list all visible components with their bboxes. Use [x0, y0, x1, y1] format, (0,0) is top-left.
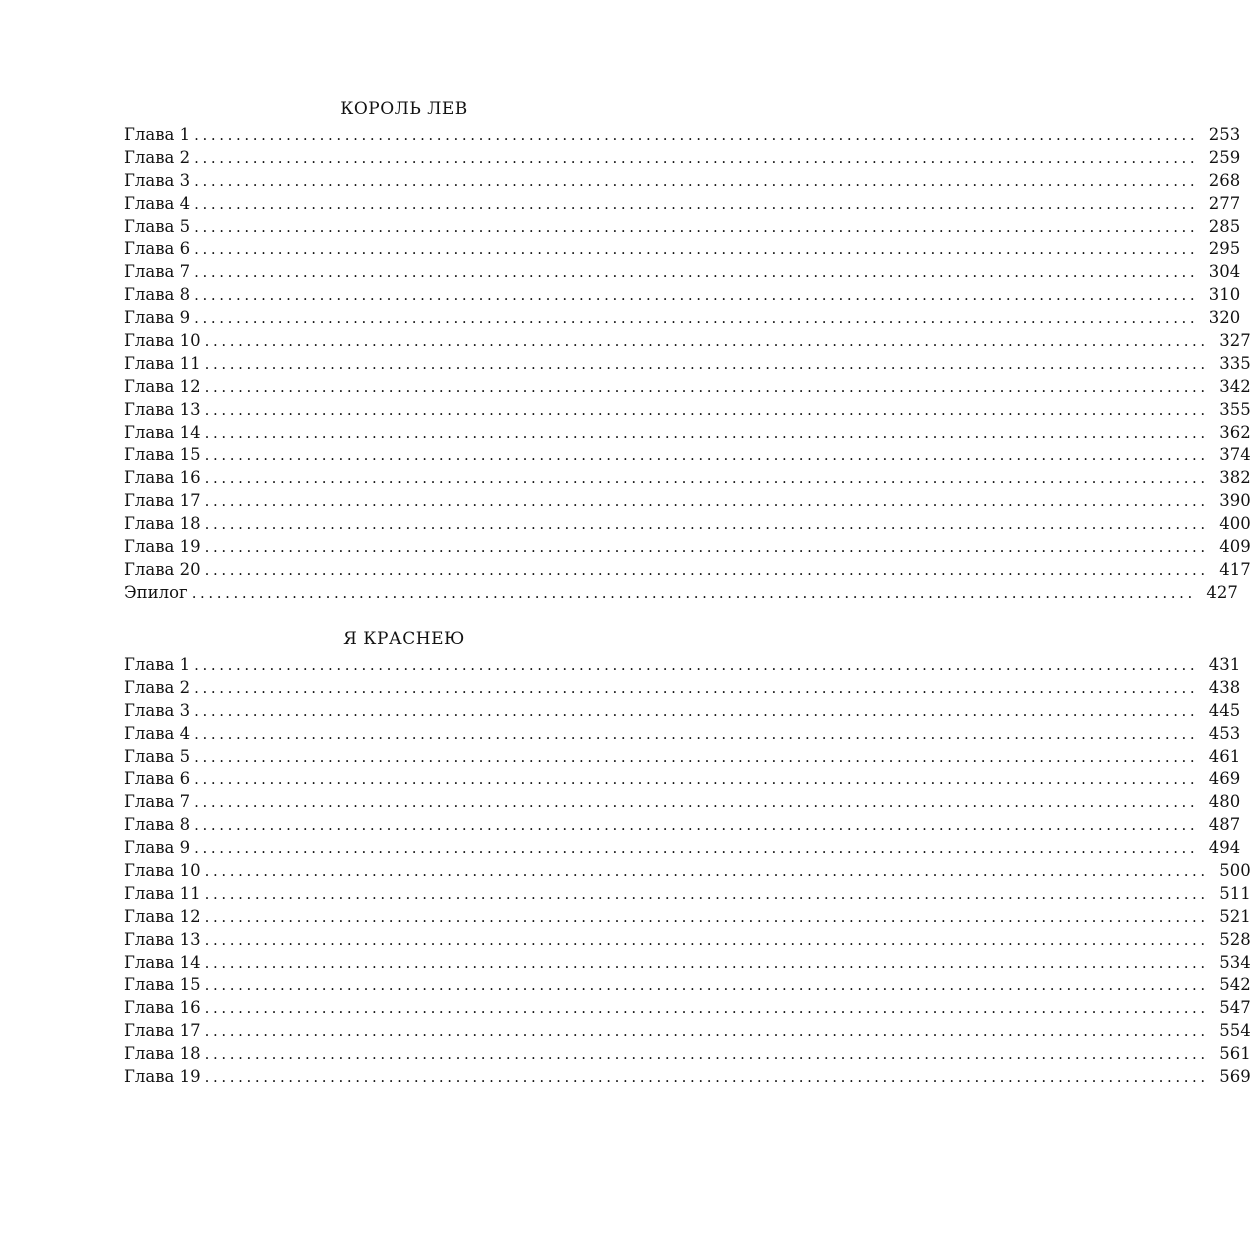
- dot-leader: ........................................................................................................................: [204, 332, 1209, 351]
- entry-label: Глава 2: [124, 677, 191, 697]
- toc-entry[interactable]: [124, 746, 1241, 769]
- entry-page-number: 469: [1208, 769, 1241, 789]
- entry-label: Глава 8: [124, 285, 191, 305]
- dot-leader: ........................................................................................................................: [194, 286, 1199, 305]
- entry-label: Глава 7: [124, 792, 191, 812]
- toc-entry[interactable]: [124, 444, 1251, 467]
- dot-leader: ........................................................................................................................: [194, 171, 1199, 190]
- entry-label: Глава 13: [124, 399, 201, 419]
- toc-entry[interactable]: [124, 147, 1241, 170]
- entry-page-number: 390: [1219, 491, 1251, 511]
- entry-page-number: 569: [1219, 1067, 1251, 1087]
- dot-leader: ........................................................................................................................: [204, 560, 1209, 579]
- entry-label: Глава 14: [124, 952, 201, 972]
- entry-page-number: 295: [1208, 239, 1241, 259]
- dot-leader: ........................................................................................................................: [194, 656, 1199, 674]
- toc-entry[interactable]: [124, 654, 1241, 677]
- entry-page-number: 461: [1208, 746, 1241, 766]
- entry-label: Глава 11: [124, 883, 201, 903]
- entry-page-number: 342: [1219, 376, 1251, 396]
- entry-page-number: 417: [1219, 559, 1251, 579]
- dot-leader: ........................................................................................................................: [194, 240, 1199, 259]
- entry-label: Глава 5: [124, 216, 191, 236]
- dot-leader: ........................................................................................................................: [204, 515, 1209, 534]
- entry-label: Глава 15: [124, 975, 201, 995]
- toc-entry[interactable]: [124, 124, 1241, 147]
- entry-label: Глава 18: [124, 514, 201, 534]
- dot-leader: ........................................................................................................................: [204, 930, 1209, 949]
- dot-leader: ........................................................................................................................: [204, 492, 1209, 511]
- dot-leader: ........................................................................................................................: [191, 583, 1196, 602]
- entry-label: Глава 16: [124, 998, 201, 1018]
- toc-entry[interactable]: [124, 467, 1251, 490]
- dot-leader: ........................................................................................................................: [204, 446, 1209, 465]
- toc-entry[interactable]: [124, 837, 1241, 860]
- entry-page-number: 304: [1208, 262, 1241, 282]
- entry-page-number: 355: [1219, 399, 1251, 419]
- toc-entry[interactable]: [124, 353, 1251, 376]
- dot-leader: ........................................................................................................................: [204, 423, 1209, 442]
- toc-entry[interactable]: [124, 261, 1241, 284]
- dot-leader: ........................................................................................................................: [194, 678, 1199, 697]
- dot-leader: ........................................................................................................................: [194, 816, 1199, 835]
- entry-label: Глава 16: [124, 468, 201, 488]
- toc-entry[interactable]: [124, 170, 1241, 193]
- dot-leader: ........................................................................................................................: [204, 377, 1209, 396]
- toc-entry[interactable]: [124, 559, 1251, 582]
- entry-page-number: 268: [1208, 170, 1241, 190]
- toc-entry[interactable]: [124, 860, 1251, 883]
- toc-entry[interactable]: [124, 193, 1241, 216]
- toc-entry[interactable]: [124, 376, 1251, 399]
- entry-page-number: 400: [1219, 514, 1251, 534]
- dot-leader: ........................................................................................................................: [194, 747, 1199, 766]
- entry-page-number: 409: [1219, 537, 1251, 557]
- toc-entry-list: [124, 124, 1251, 605]
- entry-label: Глава 3: [124, 170, 191, 190]
- entry-label: Глава 12: [124, 906, 201, 926]
- entry-label: Глава 4: [124, 723, 191, 743]
- entry-page-number: 259: [1208, 147, 1241, 167]
- toc-entry[interactable]: [124, 791, 1241, 814]
- toc-entry[interactable]: [124, 700, 1241, 723]
- entry-page-number: 521: [1219, 906, 1251, 926]
- entry-page-number: 335: [1219, 353, 1251, 373]
- section-title: КОРОЛЬ ЛЕВ: [340, 99, 468, 119]
- toc-entry[interactable]: [124, 997, 1251, 1020]
- dot-leader: ........................................................................................................................: [204, 862, 1209, 881]
- dot-leader: ........................................................................................................................: [194, 839, 1199, 858]
- entry-page-number: 327: [1219, 331, 1251, 351]
- dot-leader: ........................................................................................................................: [204, 907, 1209, 926]
- entry-page-number: 494: [1208, 838, 1241, 858]
- dot-leader: ........................................................................................................................: [194, 793, 1199, 812]
- entry-page-number: 480: [1208, 792, 1241, 812]
- entry-page-number: 542: [1219, 975, 1251, 995]
- entry-page-number: 453: [1208, 723, 1241, 743]
- toc-entry[interactable]: [124, 216, 1241, 239]
- dot-leader: ........................................................................................................................: [194, 194, 1199, 213]
- toc-entry[interactable]: [124, 906, 1251, 929]
- toc-section-ya-krasneyu: [124, 626, 1251, 1089]
- entry-label: Глава 10: [124, 331, 201, 351]
- entry-label: Глава 13: [124, 929, 201, 949]
- dot-leader: ........................................................................................................................: [194, 724, 1199, 743]
- dot-leader: ........................................................................................................................: [194, 263, 1199, 282]
- dot-leader: ........................................................................................................................: [204, 953, 1209, 972]
- entry-page-number: 547: [1219, 998, 1251, 1018]
- entry-page-number: 382: [1219, 468, 1251, 488]
- entry-page-number: 487: [1208, 815, 1241, 835]
- toc-entry[interactable]: [124, 399, 1251, 422]
- entry-page-number: 438: [1208, 677, 1241, 697]
- entry-label: Глава 10: [124, 861, 201, 881]
- entry-label: Глава 19: [124, 1067, 201, 1087]
- entry-label: Глава 9: [124, 838, 191, 858]
- entry-label: Глава 7: [124, 262, 191, 282]
- dot-leader: ........................................................................................................................: [204, 1045, 1209, 1064]
- entry-label: Глава 6: [124, 239, 191, 259]
- entry-label: Глава 17: [124, 1021, 201, 1041]
- toc-entry[interactable]: [124, 307, 1241, 330]
- toc-entry[interactable]: [124, 677, 1241, 700]
- dot-leader: ........................................................................................................................: [194, 701, 1199, 720]
- entry-label: Глава 1: [124, 655, 191, 674]
- entry-page-number: 253: [1208, 125, 1241, 144]
- entry-label: Глава 11: [124, 353, 201, 373]
- toc-entry[interactable]: [124, 330, 1251, 353]
- toc-entry[interactable]: [124, 513, 1251, 536]
- dot-leader: ........................................................................................................................: [204, 538, 1209, 557]
- entry-page-number: 561: [1219, 1044, 1251, 1064]
- toc-entry[interactable]: [124, 768, 1241, 791]
- toc-entry-list: [124, 654, 1251, 1089]
- entry-page-number: 310: [1208, 285, 1241, 305]
- entry-label: Глава 15: [124, 445, 201, 465]
- entry-label: Глава 9: [124, 308, 191, 328]
- entry-label: Глава 2: [124, 147, 191, 167]
- dot-leader: ........................................................................................................................: [194, 217, 1199, 236]
- dot-leader: ........................................................................................................................: [204, 1022, 1209, 1041]
- entry-page-number: 511: [1219, 883, 1251, 903]
- entry-label: Глава 17: [124, 491, 201, 511]
- dot-leader: ........................................................................................................................: [204, 400, 1209, 419]
- dot-leader: ........................................................................................................................: [204, 976, 1209, 995]
- entry-page-number: 374: [1219, 445, 1251, 465]
- entry-page-number: 277: [1208, 193, 1241, 213]
- toc-entry[interactable]: [124, 490, 1251, 513]
- entry-label: Глава 12: [124, 376, 201, 396]
- entry-label: Глава 8: [124, 815, 191, 835]
- section-title: Я КРАСНЕЮ: [343, 629, 465, 649]
- entry-label: Глава 3: [124, 700, 191, 720]
- toc-entry[interactable]: [124, 974, 1251, 997]
- entry-page-number: 431: [1208, 655, 1241, 674]
- dot-leader: ........................................................................................................................: [204, 884, 1209, 903]
- toc-section-korol-lev: [124, 96, 1251, 605]
- toc-entry[interactable]: [124, 238, 1241, 261]
- dot-leader: ........................................................................................................................: [204, 999, 1209, 1018]
- toc-entry[interactable]: [124, 952, 1251, 975]
- entry-label: Глава 18: [124, 1044, 201, 1064]
- entry-page-number: 320: [1208, 308, 1241, 328]
- toc-entry[interactable]: [124, 422, 1251, 445]
- toc-entry[interactable]: [124, 1020, 1251, 1043]
- entry-page-number: 445: [1208, 700, 1241, 720]
- toc-entry[interactable]: [124, 536, 1251, 559]
- entry-page-number: 528: [1219, 929, 1251, 949]
- toc-entry[interactable]: [124, 883, 1251, 906]
- toc-entry[interactable]: [124, 284, 1241, 307]
- toc-entry[interactable]: [124, 1043, 1251, 1066]
- dot-leader: ........................................................................................................................: [194, 309, 1199, 328]
- toc-entry[interactable]: [124, 814, 1241, 837]
- dot-leader: ........................................................................................................................: [204, 354, 1209, 373]
- toc-entry[interactable]: [124, 929, 1251, 952]
- entry-page-number: 285: [1208, 216, 1241, 236]
- toc-entry[interactable]: [124, 723, 1241, 746]
- entry-label: Глава 5: [124, 746, 191, 766]
- dot-leader: ........................................................................................................................: [194, 770, 1199, 789]
- entry-label: Глава 1: [124, 125, 191, 144]
- entry-page-number: 362: [1219, 422, 1251, 442]
- dot-leader: ........................................................................................................................: [194, 126, 1199, 144]
- toc-entry[interactable]: [124, 1066, 1251, 1089]
- entry-label: Глава 6: [124, 769, 191, 789]
- entry-label: Глава 14: [124, 422, 201, 442]
- dot-leader: ........................................................................................................................: [204, 1068, 1209, 1087]
- entry-label: Эпилог: [124, 582, 188, 602]
- entry-page-number: 500: [1219, 861, 1251, 881]
- entry-page-number: 554: [1219, 1021, 1251, 1041]
- dot-leader: ........................................................................................................................: [194, 148, 1199, 167]
- entry-page-number: 427: [1206, 582, 1238, 602]
- dot-leader: ........................................................................................................................: [204, 469, 1209, 488]
- toc-entry[interactable]: [124, 582, 1238, 605]
- entry-label: Глава 4: [124, 193, 191, 213]
- entry-label: Глава 20: [124, 559, 201, 579]
- entry-page-number: 534: [1219, 952, 1251, 972]
- entry-label: Глава 19: [124, 537, 201, 557]
